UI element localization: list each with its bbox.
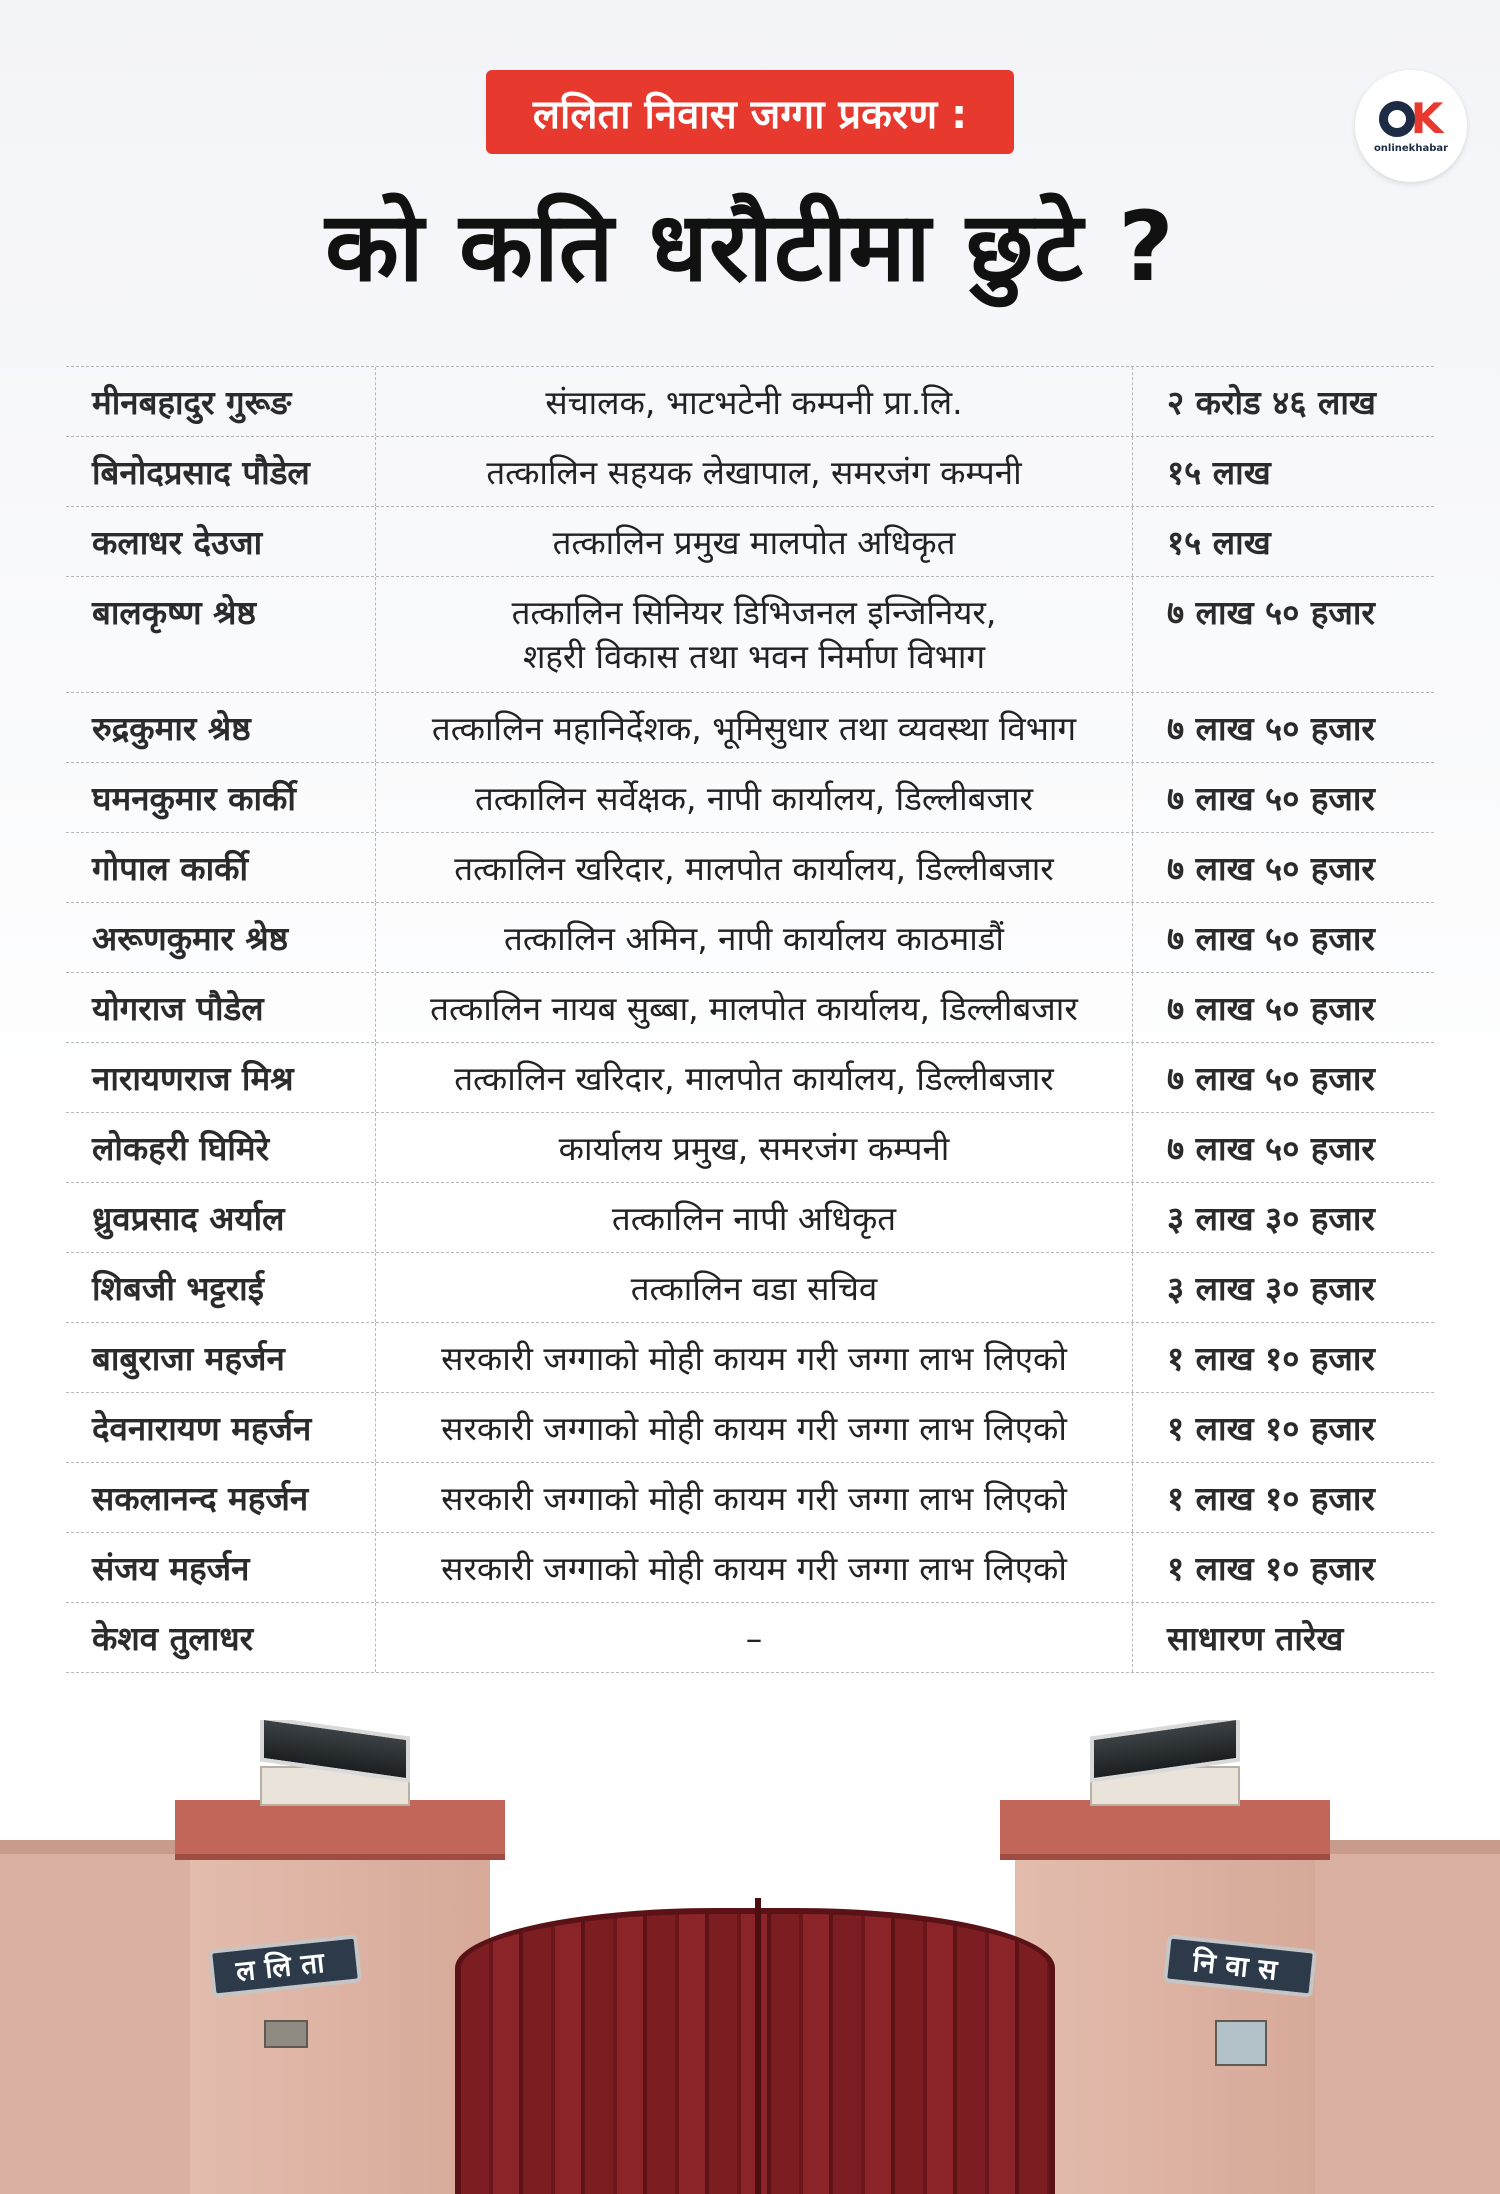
bail-amount: ७ लाख ५० हजार [1167, 919, 1375, 958]
person-role: तत्कालिन वडा सचिव [376, 1253, 1133, 1322]
person-name: बिनोदप्रसाद पौडेल [66, 437, 376, 506]
person-role: तत्कालिन नायब सुब्बा, मालपोत कार्यालय, डिल्लीबजार [376, 973, 1133, 1042]
bail-amount: १५ लाख [1167, 453, 1271, 492]
person-role: तत्कालिन प्रमुख मालपोत अधिकृत [376, 507, 1133, 576]
person-name: रुद्रकुमार श्रेष्ठ [66, 693, 376, 762]
person-name: अरूणकुमार श्रेष्ठ [66, 903, 376, 972]
person-role: सरकारी जग्गाको मोही कायम गरी जग्गा लाभ लिएको [376, 1463, 1133, 1532]
bail-amount: १५ लाख [1167, 523, 1271, 562]
bail-amount: १ लाख १० हजार [1167, 1549, 1375, 1588]
pillar-right [1015, 1850, 1315, 2194]
person-name: लोकहरी घिमिरे [66, 1113, 376, 1182]
person-name: देवनारायण महर्जन [66, 1393, 376, 1462]
bail-amount: ७ लाख ५० हजार [1167, 779, 1375, 818]
bail-amount: ७ लाख ५० हजार [1167, 849, 1375, 888]
person-name: सकलानन्द महर्जन [66, 1463, 376, 1532]
person-role: सरकारी जग्गाको मोही कायम गरी जग्गा लाभ लिएको [376, 1323, 1133, 1392]
table-row [66, 367, 1434, 437]
table-row [66, 1603, 1434, 1673]
person-role: सरकारी जग्गाको मोही कायम गरी जग्गा लाभ लिएको [376, 1393, 1133, 1462]
logo-text: onlinekhabar [1373, 143, 1449, 154]
pillar-cap-left [175, 1800, 505, 1860]
bail-amount: ३ लाख ३० हजार [1167, 1269, 1375, 1308]
person-name: कलाधर देउजा [66, 507, 376, 576]
table-row [66, 1533, 1434, 1603]
person-role: तत्कालिन सहयक लेखापाल, समरजंग कम्पनी [376, 437, 1133, 506]
plaque-left: ललिता [208, 1934, 362, 1997]
gate-photo [0, 1720, 1500, 2194]
person-name: घमनकुमार कार्की [66, 763, 376, 832]
ok-logo-icon: K [1379, 98, 1444, 140]
bail-table [66, 366, 1434, 1673]
person-name: संजय महर्जन [66, 1533, 376, 1602]
person-name: गोपाल कार्की [66, 833, 376, 902]
person-role: सरकारी जग्गाको मोही कायम गरी जग्गा लाभ लिएको [376, 1533, 1133, 1602]
topic-tag: ललिता निवास जग्गा प्रकरण : [486, 70, 1014, 154]
person-role: तत्कालिन महानिर्देशक, भूमिसुधार तथा व्यवस्था विभाग [376, 693, 1133, 762]
table-row [66, 833, 1434, 903]
person-role: तत्कालिन खरिदार, मालपोत कार्यालय, डिल्लीबजार [376, 833, 1133, 902]
bail-amount: ७ लाख ५० हजार [1167, 1129, 1375, 1168]
table-row [66, 1253, 1434, 1323]
table-row [66, 973, 1434, 1043]
bail-amount: १ लाख १० हजार [1167, 1409, 1375, 1448]
table-row [66, 1323, 1434, 1393]
table-row [66, 507, 1434, 577]
person-name: नारायणराज मिश्र [66, 1043, 376, 1112]
small-sign-right [1215, 2020, 1267, 2066]
table-row [66, 693, 1434, 763]
small-sign-left [264, 2020, 308, 2048]
pillar-left [190, 1850, 490, 2194]
person-name: बाबुराजा महर्जन [66, 1323, 376, 1392]
table-row [66, 1463, 1434, 1533]
person-name: शिबजी भट्टराई [66, 1253, 376, 1322]
bail-amount: १ लाख १० हजार [1167, 1479, 1375, 1518]
person-role: तत्कालिन सिनियर डिभिजनल इन्जिनियर, शहरी विकास तथा भवन निर्माण विभाग [376, 577, 1133, 692]
person-role: तत्कालिन सर्वेक्षक, नापी कार्यालय, डिल्लीबजार [376, 763, 1133, 832]
person-role: तत्कालिन नापी अधिकृत [376, 1183, 1133, 1252]
bail-amount: ७ लाख ५० हजार [1167, 709, 1375, 748]
person-name: योगराज पौडेल [66, 973, 376, 1042]
bail-amount: ७ लाख ५० हजार [1167, 1059, 1375, 1098]
table-row [66, 1393, 1434, 1463]
table-row [66, 1183, 1434, 1253]
bail-amount: ३ लाख ३० हजार [1167, 1199, 1375, 1238]
bail-amount: ७ लाख ५० हजार [1167, 989, 1375, 1028]
person-name: बालकृष्ण श्रेष्ठ [66, 577, 376, 692]
person-role: तत्कालिन अमिन, नापी कार्यालय काठमाडौं [376, 903, 1133, 972]
bail-amount: १ लाख १० हजार [1167, 1339, 1375, 1378]
person-name: केशव तुलाधर [66, 1603, 376, 1672]
person-name: मीनबहादुर गुरूङ [66, 367, 376, 436]
table-row [66, 903, 1434, 973]
table-row [66, 1043, 1434, 1113]
bail-amount: साधारण तारेख [1167, 1619, 1344, 1658]
bail-amount: ७ लाख ५० हजार [1167, 593, 1375, 632]
headline: को कति धरौटीमा छुटे ? [325, 191, 1175, 303]
person-role: – [376, 1603, 1133, 1672]
person-role: संचालक, भाटभटेनी कम्पनी प्रा.लि. [376, 367, 1133, 436]
table-row [66, 437, 1434, 507]
bail-amount: २ करोड ४६ लाख [1167, 383, 1376, 422]
table-row [66, 577, 1434, 693]
plaque-right: निवास [1163, 1934, 1317, 1997]
pillar-cap-right [1000, 1800, 1330, 1860]
person-role: कार्यालय प्रमुख, समरजंग कम्पनी [376, 1113, 1133, 1182]
table-row [66, 1113, 1434, 1183]
onlinekhabar-logo[interactable] [1355, 70, 1467, 182]
table-row [66, 763, 1434, 833]
person-name: ध्रुवप्रसाद अर्याल [66, 1183, 376, 1252]
gate-divider [755, 1898, 761, 2194]
person-role: तत्कालिन खरिदार, मालपोत कार्यालय, डिल्लीबजार [376, 1043, 1133, 1112]
